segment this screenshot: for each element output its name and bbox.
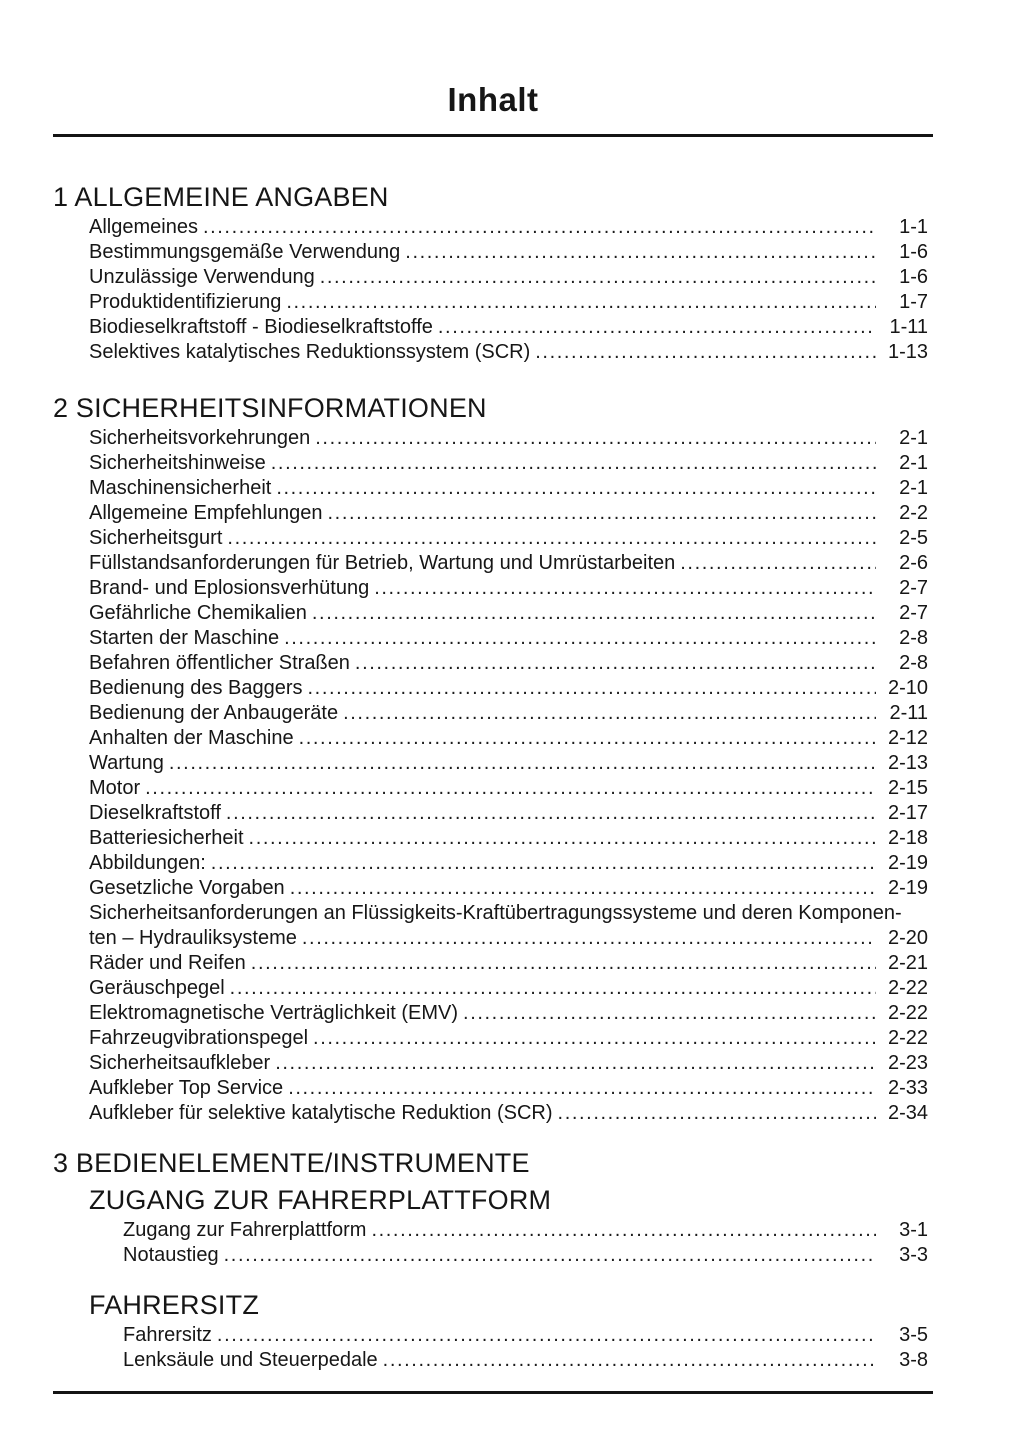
toc-entry-page: 3-1	[899, 1219, 928, 1241]
toc-entry-label: Sicherheitshinweise	[89, 452, 266, 474]
toc-entry-row	[53, 1026, 933, 1051]
toc-entry-page: 2-17	[887, 802, 928, 824]
toc-entry-label: Motor	[89, 777, 141, 799]
toc-entry-row	[53, 1323, 933, 1348]
dot-leader	[211, 851, 876, 876]
toc-entry-label: Sicherheitsvorkehrungen	[89, 427, 311, 449]
toc-entry-page: 2-19	[887, 877, 928, 899]
dot-leader	[405, 240, 876, 265]
toc-entry-label: Bestimmungsgemäße Verwendung	[89, 241, 401, 263]
toc-entry-label: Produktidentifizierung	[89, 291, 282, 313]
toc-entry-page: 2-22	[887, 977, 928, 999]
toc-entry-page: 2-22	[887, 1027, 928, 1049]
toc-entry-page: 2-7	[899, 602, 928, 624]
dot-leader	[383, 1348, 876, 1373]
dot-leader	[328, 501, 877, 526]
toc-entry-row	[53, 626, 933, 651]
toc-entry-list	[53, 1218, 933, 1268]
toc-entry-page: 2-6	[899, 552, 928, 574]
toc-entry-label: Bedienung der Anbaugeräte	[89, 702, 339, 724]
toc-entry-page: 2-10	[887, 677, 928, 699]
toc-subsection-heading: ZUGANG ZUR FAHRERPLATTFORM	[89, 1185, 552, 1215]
dot-leader	[145, 776, 876, 801]
toc-entry-page: 2-1	[899, 477, 928, 499]
toc-entry-row	[53, 801, 933, 826]
toc-entry-page: 1-6	[899, 266, 928, 288]
toc-entry-page: 2-2	[899, 502, 928, 524]
dot-leader	[249, 826, 876, 851]
toc-entry-row	[53, 501, 933, 526]
dot-leader	[251, 951, 876, 976]
toc-entry-row	[53, 701, 933, 726]
toc-entry-label: Aufkleber Top Service	[89, 1077, 284, 1099]
toc-entry-page: 2-11	[889, 702, 928, 724]
dot-leader	[343, 701, 876, 726]
dot-leader	[226, 801, 876, 826]
toc-entry-page: 3-5	[899, 1324, 928, 1346]
dot-leader	[290, 876, 876, 901]
toc-entry-label: Starten der Maschine	[89, 627, 280, 649]
toc-entry-row	[53, 215, 933, 240]
toc-entry-label: Gesetzliche Vorgaben	[89, 877, 285, 899]
toc-entry-label: Brand- und Eplosionsverhütung	[89, 577, 370, 599]
dot-leader	[203, 215, 876, 240]
top-rule	[53, 134, 933, 137]
toc-entry-row	[53, 826, 933, 851]
toc-entry-wrap-line: Sicherheitsanforderungen an Flüssigkeits-Kraftübertragungssysteme und deren Komponen-	[89, 902, 902, 924]
toc-entry-row	[53, 240, 933, 265]
toc-entry-label: Füllstandsanforderungen für Betrieb, Wartung und Umrüstarbeiten	[89, 552, 676, 574]
toc-entry-page: 2-34	[887, 1102, 928, 1124]
toc-entry-row	[53, 290, 933, 315]
dot-leader	[230, 976, 876, 1001]
dot-leader	[371, 1218, 876, 1243]
toc-entry-label: Allgemeine Empfehlungen	[89, 502, 323, 524]
toc-section-heading: 1 ALLGEMEINE ANGABEN	[53, 182, 389, 212]
dot-leader	[680, 551, 876, 576]
toc-entry-label: Zugang zur Fahrerplattform	[123, 1219, 367, 1241]
toc-entry-list	[53, 1323, 933, 1373]
toc-entry-row	[53, 526, 933, 551]
toc-entry-row	[53, 926, 933, 951]
dot-leader	[308, 676, 877, 701]
dot-leader	[374, 576, 876, 601]
toc-entry-label: Räder und Reifen	[89, 952, 246, 974]
toc-entry-page: 2-20	[887, 927, 928, 949]
dot-leader	[227, 526, 876, 551]
toc-entry-row	[53, 976, 933, 1001]
toc-entry-page: 2-1	[899, 452, 928, 474]
toc-entry-row	[53, 601, 933, 626]
dot-leader	[275, 1051, 876, 1076]
toc-entry-label: Aufkleber für selektive katalytische Reduktion (SCR)	[89, 1102, 553, 1124]
toc-entry-row	[53, 951, 933, 976]
toc-entry-row	[53, 726, 933, 751]
toc-entry-row	[53, 651, 933, 676]
toc-entry-label: Geräuschpegel	[89, 977, 225, 999]
toc-entry-label: Gefährliche Chemikalien	[89, 602, 307, 624]
dot-leader	[217, 1323, 876, 1348]
toc-section-heading: 3 BEDIENELEMENTE/INSTRUMENTE	[53, 1148, 530, 1178]
page-title: Inhalt	[447, 81, 539, 118]
dot-leader	[271, 451, 876, 476]
dot-leader	[438, 315, 876, 340]
toc-entry-label: Unzulässige Verwendung	[89, 266, 315, 288]
toc-entry-page: 1-13	[887, 341, 928, 363]
toc-entry-label: Bedienung des Baggers	[89, 677, 303, 699]
toc-entry-label: ten – Hydrauliksysteme	[89, 927, 297, 949]
toc-entry-label: Batteriesicherheit	[89, 827, 244, 849]
toc-entry-row	[53, 1243, 933, 1268]
toc-entry-label: Fahrersitz	[123, 1324, 212, 1346]
toc-entry-page: 1-6	[899, 241, 928, 263]
toc-entry-label: Maschinensicherheit	[89, 477, 272, 499]
toc-entry-row	[53, 1051, 933, 1076]
dot-leader	[276, 476, 876, 501]
dot-leader	[224, 1243, 876, 1268]
toc-entry-page: 1-7	[899, 291, 928, 313]
bottom-rule	[53, 1391, 933, 1394]
toc-entry-label: Biodieselkraftstoff - Biodieselkraftstoffe	[89, 316, 433, 338]
toc-entry-page: 2-15	[887, 777, 928, 799]
toc	[53, 182, 933, 1373]
toc-entry-page: 2-33	[887, 1077, 928, 1099]
dot-leader	[286, 290, 876, 315]
toc-entry-row	[53, 851, 933, 876]
dot-leader	[288, 1076, 876, 1101]
toc-entry-page: 3-3	[899, 1244, 928, 1266]
toc-entry-row	[53, 1076, 933, 1101]
dot-leader	[558, 1101, 876, 1126]
toc-entry-page: 2-5	[899, 527, 928, 549]
dot-leader	[312, 601, 876, 626]
toc-entry-page: 2-1	[899, 427, 928, 449]
toc-entry-row	[53, 1101, 933, 1126]
dot-leader	[299, 726, 876, 751]
toc-entry-page: 2-19	[887, 852, 928, 874]
toc-entry-label: Wartung	[89, 752, 164, 774]
toc-entry-page: 1-11	[889, 316, 928, 338]
toc-entry-page: 2-21	[887, 952, 928, 974]
toc-entry-page: 3-8	[899, 1349, 928, 1371]
toc-entry-row	[53, 426, 933, 451]
toc-entry-row	[53, 1218, 933, 1243]
toc-entry-row	[53, 476, 933, 501]
toc-entry-row	[53, 451, 933, 476]
dot-leader	[302, 926, 876, 951]
toc-section-heading: 2 SICHERHEITSINFORMATIONEN	[53, 393, 487, 423]
toc-entry-row	[53, 1348, 933, 1373]
toc-entry-row	[53, 315, 933, 340]
toc-entry-page: 2-18	[887, 827, 928, 849]
toc-entry-label: Abbildungen:	[89, 852, 206, 874]
toc-subsection-heading: FAHRERSITZ	[89, 1290, 260, 1320]
toc-entry-page: 2-8	[899, 652, 928, 674]
toc-entry-label: Notaustieg	[123, 1244, 219, 1266]
toc-entry-row	[53, 676, 933, 701]
toc-entry-label: Anhalten der Maschine	[89, 727, 294, 749]
toc-entry-label: Sicherheitsaufkleber	[89, 1052, 271, 1074]
toc-entry-page: 2-7	[899, 577, 928, 599]
dot-leader	[355, 651, 876, 676]
toc-entry-label: Befahren öffentlicher Straßen	[89, 652, 350, 674]
dot-leader	[315, 426, 876, 451]
dot-leader	[535, 340, 876, 365]
toc-entry-list	[53, 215, 933, 365]
toc-entry-label: Fahrzeugvibrationspegel	[89, 1027, 309, 1049]
dot-leader	[320, 265, 876, 290]
toc-entry-row	[53, 576, 933, 601]
toc-entry-row	[53, 265, 933, 290]
toc-entry-row	[53, 1001, 933, 1026]
dot-leader	[463, 1001, 876, 1026]
toc-entry-row	[53, 776, 933, 801]
toc-entry-page: 2-23	[887, 1052, 928, 1074]
toc-entry-page: 2-13	[887, 752, 928, 774]
toc-entry-label: Selektives katalytisches Reduktionssystem (SCR)	[89, 341, 531, 363]
toc-entry-label: Allgemeines	[89, 216, 198, 238]
toc-entry-list	[53, 426, 933, 1126]
toc-entry-page: 2-8	[899, 627, 928, 649]
toc-entry-label: Lenksäule und Steuerpedale	[123, 1349, 378, 1371]
dot-leader	[169, 751, 876, 776]
toc-entry-row	[53, 751, 933, 776]
toc-entry-row	[53, 340, 933, 365]
toc-entry-page: 1-1	[899, 216, 928, 238]
toc-entry-label: Dieselkraftstoff	[89, 802, 221, 824]
toc-entry-row	[53, 551, 933, 576]
dot-leader	[284, 626, 876, 651]
toc-entry-label: Sicherheitsgurt	[89, 527, 223, 549]
toc-entry-page: 2-12	[887, 727, 928, 749]
toc-entry-label: Elektromagnetische Verträglichkeit (EMV)	[89, 1002, 459, 1024]
toc-entry-row	[53, 876, 933, 901]
dot-leader	[313, 1026, 876, 1051]
toc-entry-page: 2-22	[887, 1002, 928, 1024]
